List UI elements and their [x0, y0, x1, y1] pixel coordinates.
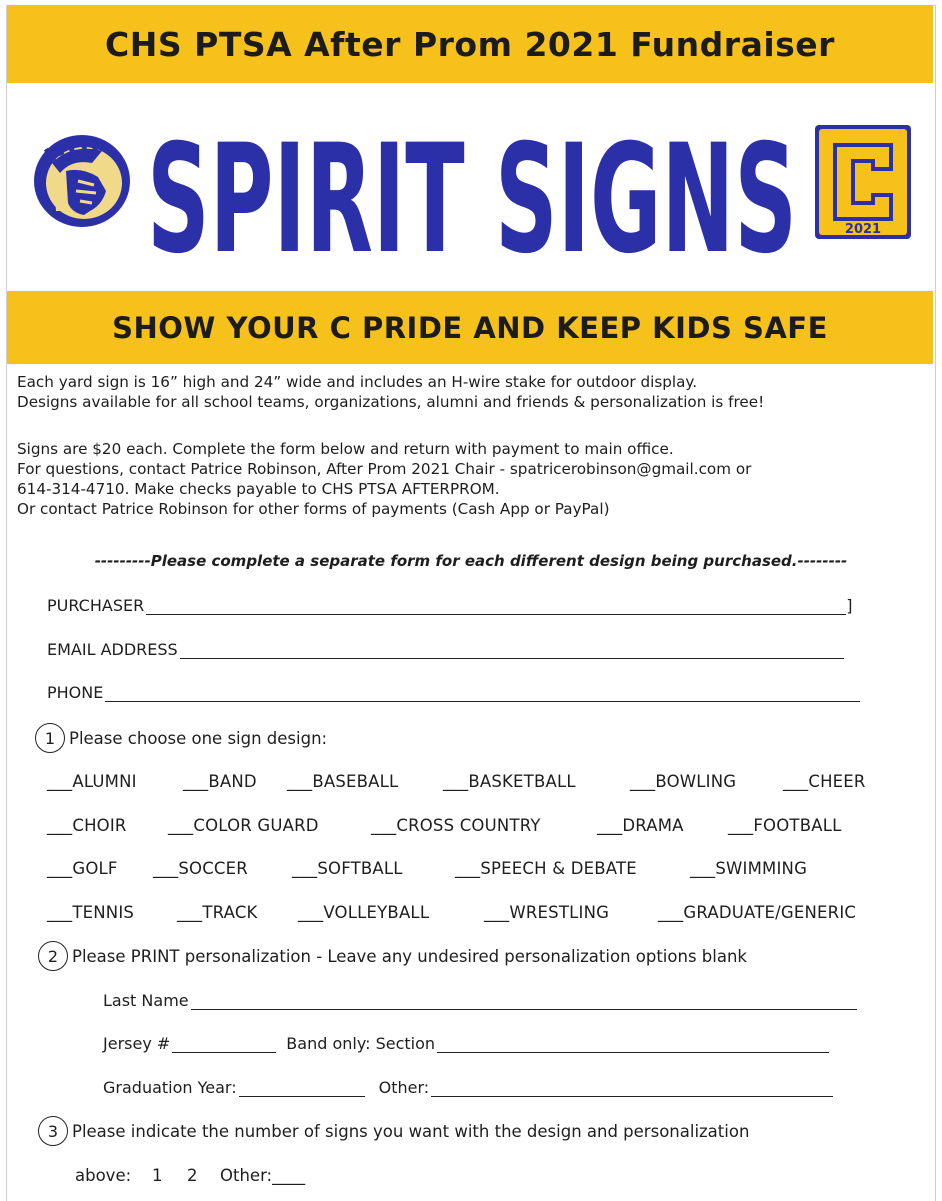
step-number: 1 [35, 723, 65, 753]
option-choir[interactable]: ___CHOIR [47, 816, 127, 835]
header-band [7, 5, 933, 83]
option-wrestling[interactable]: ___WRESTLING [484, 903, 610, 922]
hero-banner [7, 83, 933, 291]
spirit-signs-logo [142, 101, 802, 281]
option-track[interactable]: ___TRACK [177, 903, 258, 922]
mascot-logo-icon [32, 133, 132, 229]
tagline: SHOW YOUR C PRIDE AND KEEP KIDS SAFE [112, 310, 828, 345]
info-line: Signs are $20 each. Complete the form below and return with payment to main office. [17, 440, 674, 458]
step-2-label: Please PRINT personalization - Leave any undesired personalization options blank [72, 946, 747, 966]
tagline-band [7, 291, 933, 364]
step-number: 2 [38, 941, 68, 971]
option-band[interactable]: ___BAND [183, 772, 257, 791]
last-name-label: Last Name [103, 991, 189, 1010]
purchaser-label: PURCHASER [47, 596, 145, 615]
quantity-option-1[interactable]: 1 [152, 1166, 163, 1185]
info-line: For questions, contact Patrice Robinson, After Prom 2021 Chair - spatricerobinson@gmail.com or [17, 460, 752, 478]
jersey-field[interactable] [172, 1036, 276, 1053]
option-football[interactable]: ___FOOTBALL [728, 816, 842, 835]
step-number: 3 [38, 1116, 68, 1146]
jersey-row [103, 1034, 829, 1053]
purchaser-field[interactable] [146, 598, 846, 615]
email-field[interactable] [180, 642, 844, 659]
option-baseball[interactable]: ___BASEBALL [287, 772, 399, 791]
above-label: above: [75, 1166, 132, 1185]
other-field[interactable] [431, 1080, 833, 1097]
band-section-field[interactable] [437, 1036, 829, 1053]
option-soccer[interactable]: ___SOCCER [153, 859, 248, 878]
option-golf[interactable]: ___GOLF [47, 859, 118, 878]
option-speech-debate[interactable]: ___SPEECH & DEBATE [455, 859, 637, 878]
quantity-option-2[interactable]: 2 [187, 1166, 198, 1185]
last-name-row [103, 991, 857, 1010]
step-1-label: Please choose one sign design: [69, 728, 328, 748]
option-alumni[interactable]: ___ALUMNI [47, 772, 137, 791]
option-cheer[interactable]: ___CHEER [783, 772, 866, 791]
header-title: CHS PTSA After Prom 2021 Fundraiser [105, 24, 835, 64]
option-drama[interactable]: ___DRAMA [597, 816, 684, 835]
option-bowling[interactable]: ___BOWLING [630, 772, 737, 791]
quantity-option-other[interactable]: Other:____ [220, 1166, 306, 1185]
option-cross-country[interactable]: ___CROSS COUNTRY [371, 816, 541, 835]
sign-details [17, 372, 764, 412]
payment-details [17, 439, 751, 519]
info-line: Or contact Patrice Robinson for other forms of payments (Cash App or PayPal) [17, 500, 610, 518]
other-label: Other: [378, 1078, 430, 1097]
phone-field[interactable] [105, 685, 860, 702]
option-volleyball[interactable]: ___VOLLEYBALL [298, 903, 430, 922]
email-label: EMAIL ADDRESS [47, 640, 178, 659]
separate-form-note: ---------Please complete a separate form for each different design being purchased.-------- [94, 552, 848, 570]
info-line: Each yard sign is 16” high and 24” wide and includes an H-wire stake for outdoor display. [17, 373, 698, 391]
grad-year-field[interactable] [239, 1080, 365, 1097]
info-line: 614-314-4710. Make checks payable to CHS PTSA AFTERPROM. [17, 480, 500, 498]
purchaser-row [47, 596, 852, 615]
jersey-label: Jersey # [103, 1034, 171, 1053]
option-tennis[interactable]: ___TENNIS [47, 903, 135, 922]
purchaser-bracket: ] [846, 596, 853, 615]
step-3-label: Please indicate the number of signs you want with the design and personalization [72, 1121, 750, 1141]
phone-row [47, 683, 860, 702]
step-3 [38, 1116, 749, 1146]
spirit-signs-title: SPIRIT SIGNS [147, 113, 797, 281]
phone-label: PHONE [47, 683, 104, 702]
option-softball[interactable]: ___SOFTBALL [292, 859, 403, 878]
option-color-guard[interactable]: ___COLOR GUARD [168, 816, 319, 835]
c-letter-logo-icon [813, 123, 913, 241]
grad-year-label: Graduation Year: [103, 1078, 237, 1097]
option-basketball[interactable]: ___BASKETBALL [443, 772, 576, 791]
c-logo-year: 2021 [844, 222, 882, 237]
info-line: Designs available for all school teams, organizations, alumni and friends & personalization is free! [17, 393, 765, 411]
step-2 [38, 941, 747, 971]
band-section-label: Band only: Section [286, 1034, 436, 1053]
option-graduate-generic[interactable]: ___GRADUATE/GENERIC [658, 903, 857, 922]
option-swimming[interactable]: ___SWIMMING [690, 859, 808, 878]
step-1 [35, 723, 327, 753]
grad-year-row [103, 1078, 833, 1097]
last-name-field[interactable] [191, 993, 857, 1010]
email-row [47, 640, 844, 659]
